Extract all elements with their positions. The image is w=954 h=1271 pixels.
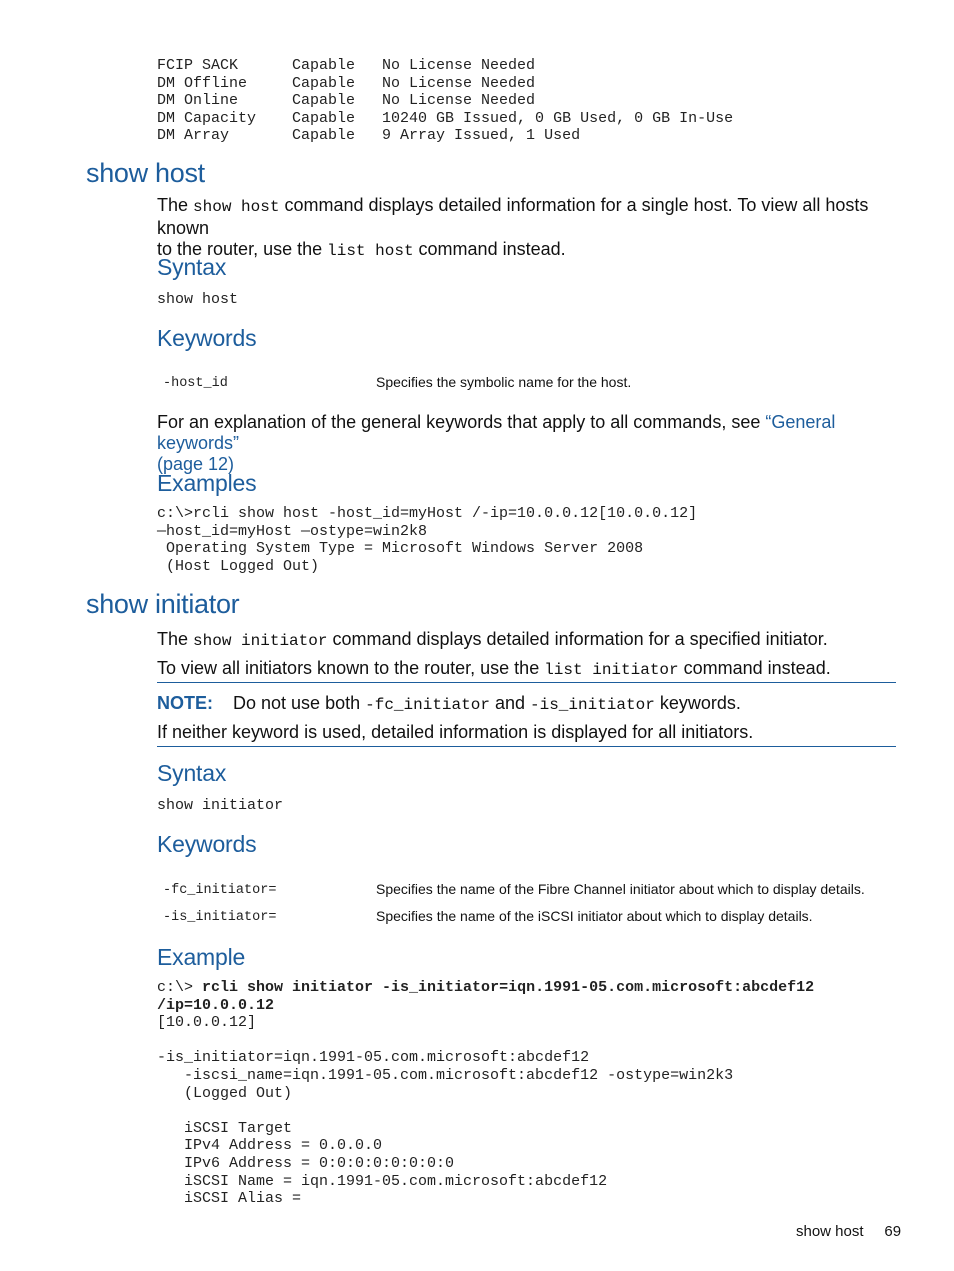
keywords-heading: Keywords xyxy=(157,831,257,857)
inline-code: list host xyxy=(327,242,414,260)
example-heading: Example xyxy=(157,944,246,970)
keyword-name: -fc_initiator= xyxy=(163,883,277,898)
footer-section: show host xyxy=(796,1223,864,1240)
syntax-heading: Syntax xyxy=(157,254,227,280)
show-initiator-intro: The show initiator command displays detailed information for a specified initiator. To view all initiators known to the router, use the list initiator command instead. xyxy=(157,629,831,679)
keyword-description: Specifies the name of the iSCSI initiator about which to display details. xyxy=(376,908,813,924)
example-output: [10.0.0.12] -is_initiator=iqn.1991-05.com.microsoft:abcdef12 -iscsi_name=iqn.1991-05.com.microsoft:abcdef12 -ostype=win2k3 (Logged Out) iSCSI Target IPv4 Address = 0.0.0.0 IPv6 Address = 0:0:0:0:0:0:0:0 iSCSI Name = iqn.1991-05.com.microsoft:abcdef12 iSCSI Alias = xyxy=(157,1014,734,1208)
section-heading-show-initiator: show initiator xyxy=(86,589,240,619)
note-label: NOTE: xyxy=(157,693,213,713)
inline-code: show initiator xyxy=(193,632,328,650)
inline-code: list initiator xyxy=(544,661,679,679)
general-keywords-note: For an explanation of the general keywords that apply to all commands, see “General keywords” (page 12) xyxy=(157,412,836,474)
footer xyxy=(796,1223,901,1240)
note-top-rule xyxy=(157,682,896,683)
note-bottom-rule xyxy=(157,746,896,747)
example-code-block xyxy=(157,979,814,1208)
general-keywords-page-link[interactable]: (page 12) xyxy=(157,454,235,474)
keyword-description: Specifies the name of the Fibre Channel initiator about which to display details. xyxy=(376,881,865,897)
section-heading-show-host: show host xyxy=(86,158,205,188)
syntax-code: show host xyxy=(157,291,239,308)
license-table xyxy=(157,57,733,145)
general-keywords-link[interactable]: “General keywords” xyxy=(157,412,836,453)
page-number: 69 xyxy=(884,1223,902,1240)
inline-code: -fc_initiator xyxy=(365,696,490,714)
example-command: c:\> rcli show initiator -is_initiator=iqn.1991-05.com.microsoft:abcdef12 /ip=10.0.0.12 xyxy=(157,979,815,1014)
license-table-rows: FCIP SACK Capable No License Needed DM Offline Capable No License Needed DM Online Capable No License Needed DM Capacity Capable 10240 GB Issued, 0 GB Used, 0 GB In-Use DM Array Capable 9 Array Issued, 1 Used xyxy=(157,57,734,145)
examples-code: c:\>rcli show host -host_id=myHost /-ip=10.0.0.12[10.0.0.12] —host_id=myHost —ostype=win2k8 Operating System Type = Microsoft Windows Server 2008 (Host Logged Out) xyxy=(157,505,698,575)
syntax-code: show initiator xyxy=(157,797,284,814)
keyword-name: -is_initiator= xyxy=(163,910,277,925)
show-host-intro: The show host command displays detailed information for a single host. To view all hosts known to the router, use the list host command instead. xyxy=(157,195,869,260)
keyword-description: Specifies the symbolic name for the host. xyxy=(376,374,632,390)
inline-code: -is_initiator xyxy=(529,696,655,714)
examples-heading: Examples xyxy=(157,470,257,496)
inline-code: show host xyxy=(193,198,280,216)
keyword-name: -host_id xyxy=(163,376,228,391)
keywords-heading: Keywords xyxy=(157,325,257,351)
note-box: NOTE: Do not use both -fc_initiator and -is_initiator keywords. If neither keyword is used, detailed information is displayed for all initiators. xyxy=(157,693,754,742)
syntax-heading: Syntax xyxy=(157,760,227,786)
